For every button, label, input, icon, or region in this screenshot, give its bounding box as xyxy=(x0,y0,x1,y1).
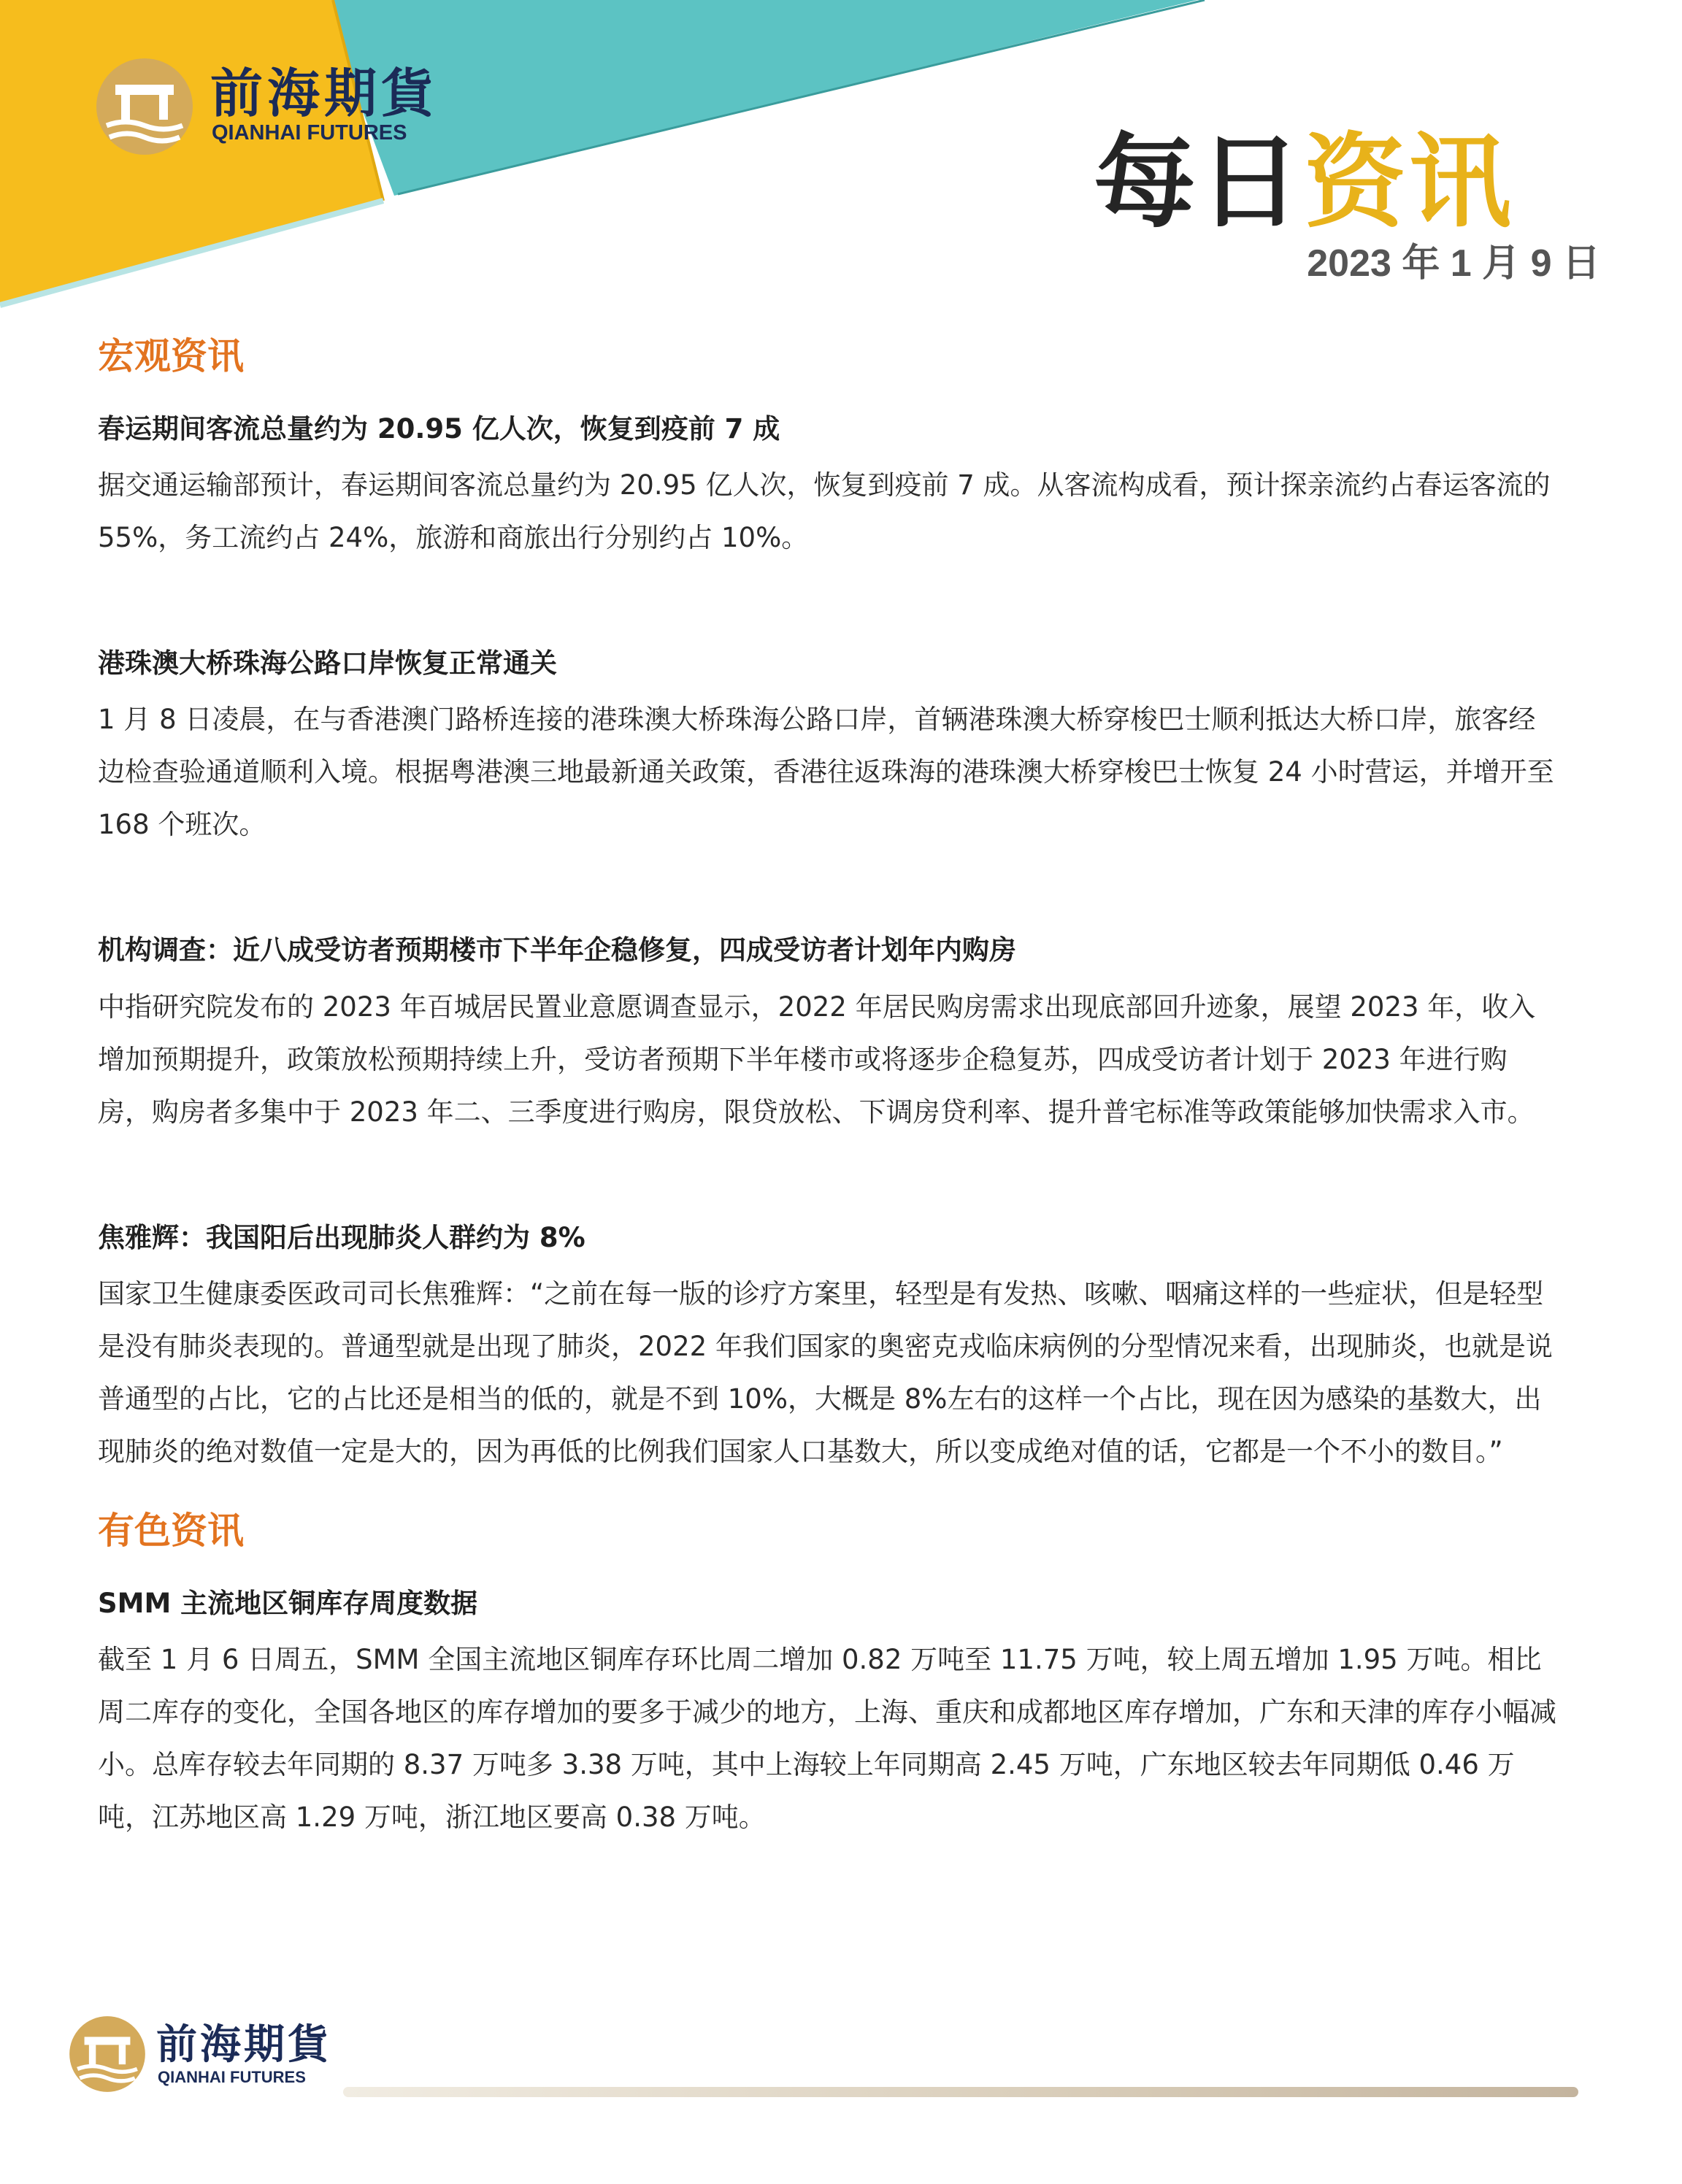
section-macro-news xyxy=(98,334,1558,1478)
page-title-part1: 每日 xyxy=(1093,125,1304,239)
article-body: 截至 1 月 6 日周五，SMM 全国主流地区铜库存环比周二增加 0.82 万吨至 11.75 万吨，较上周五增加 1.95 万吨。相比周二库存的变化，全国各地区的库存增加的要多于减少的地方，上海、重庆和成都地区库存增加，广东和天津的库存小幅减小。总库存较去年同期的 8.37 万吨多 3.38 万吨，其中上海较上年同期高 2.45 万吨，广东地区较去年同期低 0.46 万吨，江苏地区高 1.29 万吨，浙江地区要高 0.38 万吨。 xyxy=(98,1643,1556,1833)
article-title: 机构调查：近八成受访者预期楼市下半年企稳修复，四成受访者计划年内购房 xyxy=(98,934,1016,966)
logo-emblem-icon xyxy=(67,2014,147,2094)
article-title: 焦雅辉：我国阳后出现肺炎人群约为 8% xyxy=(98,1221,585,1253)
article-item xyxy=(98,642,1558,851)
report-date: 2023 年 1 月 9 日 xyxy=(1307,242,1600,285)
footer-divider xyxy=(343,2087,1578,2097)
article-body: 国家卫生健康委医政司司长焦雅辉：“之前在每一版的诊疗方案里，轻型是有发热、咳嗽、咽痛这样的一些症状，但是轻型是没有肺炎表现的。普通型就是出现了肺炎，2022 年我们国家的奥密克戎临床病例的分型情况来看，出现肺炎，也就是说普通型的占比，它的占比还是相当的低的，就是不到 10%，大概是 8%左右的这样一个占比，现在因为感染的基数大，出现肺炎的绝对数值一定是大的，因为再低的比例我们国家人口基数大，所以变成绝对值的话，它都是一个不小的数目。” xyxy=(98,1277,1553,1467)
article-title: 港珠澳大桥珠海公路口岸恢复正常通关 xyxy=(98,647,557,680)
section-title: 宏观资讯 xyxy=(98,335,244,377)
company-logo[interactable] xyxy=(93,51,473,161)
article-item xyxy=(98,1216,1558,1478)
article-body: 中指研究院发布的 2023 年百城居民置业意愿调查显示，2022 年居民购房需求出现底部回升迹象，展望 2023 年，收入增加预期提升，政策放松预期持续上升，受访者预期下半年楼市或将逐步企稳复苏，四成受访者计划于 2023 年进行购房，购房者多集中于 2023 年二、三季度进行购房，限贷放松、下调房贷利率、提升普宅标准等政策能够加快需求入市。 xyxy=(98,991,1536,1128)
article-item xyxy=(98,407,1558,564)
article-item xyxy=(98,928,1558,1138)
main-content xyxy=(98,321,1558,1844)
logo-emblem-icon xyxy=(93,55,196,158)
logo-chinese-name: 前海期貨 xyxy=(156,2020,331,2069)
logo-chinese-name: 前海期貨 xyxy=(210,62,439,124)
footer-logo[interactable] xyxy=(67,2011,374,2099)
footer xyxy=(0,2011,1682,2120)
article-title: 春运期间客流总量约为 20.95 亿人次，恢复到疫前 7 成 xyxy=(98,413,780,445)
header-banner xyxy=(0,0,1682,321)
section-title: 有色资讯 xyxy=(98,1509,244,1552)
article-item xyxy=(98,1582,1558,1844)
page-title xyxy=(1094,101,1514,247)
article-body: 据交通运输部预计，春运期间客流总量约为 20.95 亿人次，恢复到疫前 7 成。从客流构成看，预计探亲流约占春运客流的 55%，务工流约占 24%，旅游和商旅出行分别约占 10%。 xyxy=(98,469,1551,554)
logo-english-name: QIANHAI FUTURES xyxy=(212,121,407,145)
article-title: SMM 主流地区铜库存周度数据 xyxy=(98,1587,478,1619)
page-title-part2: 资讯 xyxy=(1303,125,1514,239)
logo-english-name: QIANHAI FUTURES xyxy=(158,2068,306,2086)
article-body: 1 月 8 日凌晨，在与香港澳门路桥连接的港珠澳大桥珠海公路口岸，首辆港珠澳大桥穿梭巴士顺利抵达大桥口岸，旅客经边检查验通道顺利入境。根据粤港澳三地最新通关政策，香港往返珠海的港珠澳大桥穿梭巴士恢复 24 小时营运，并增开至 168 个班次。 xyxy=(98,704,1554,841)
section-nonferrous-news xyxy=(98,1509,1558,1844)
